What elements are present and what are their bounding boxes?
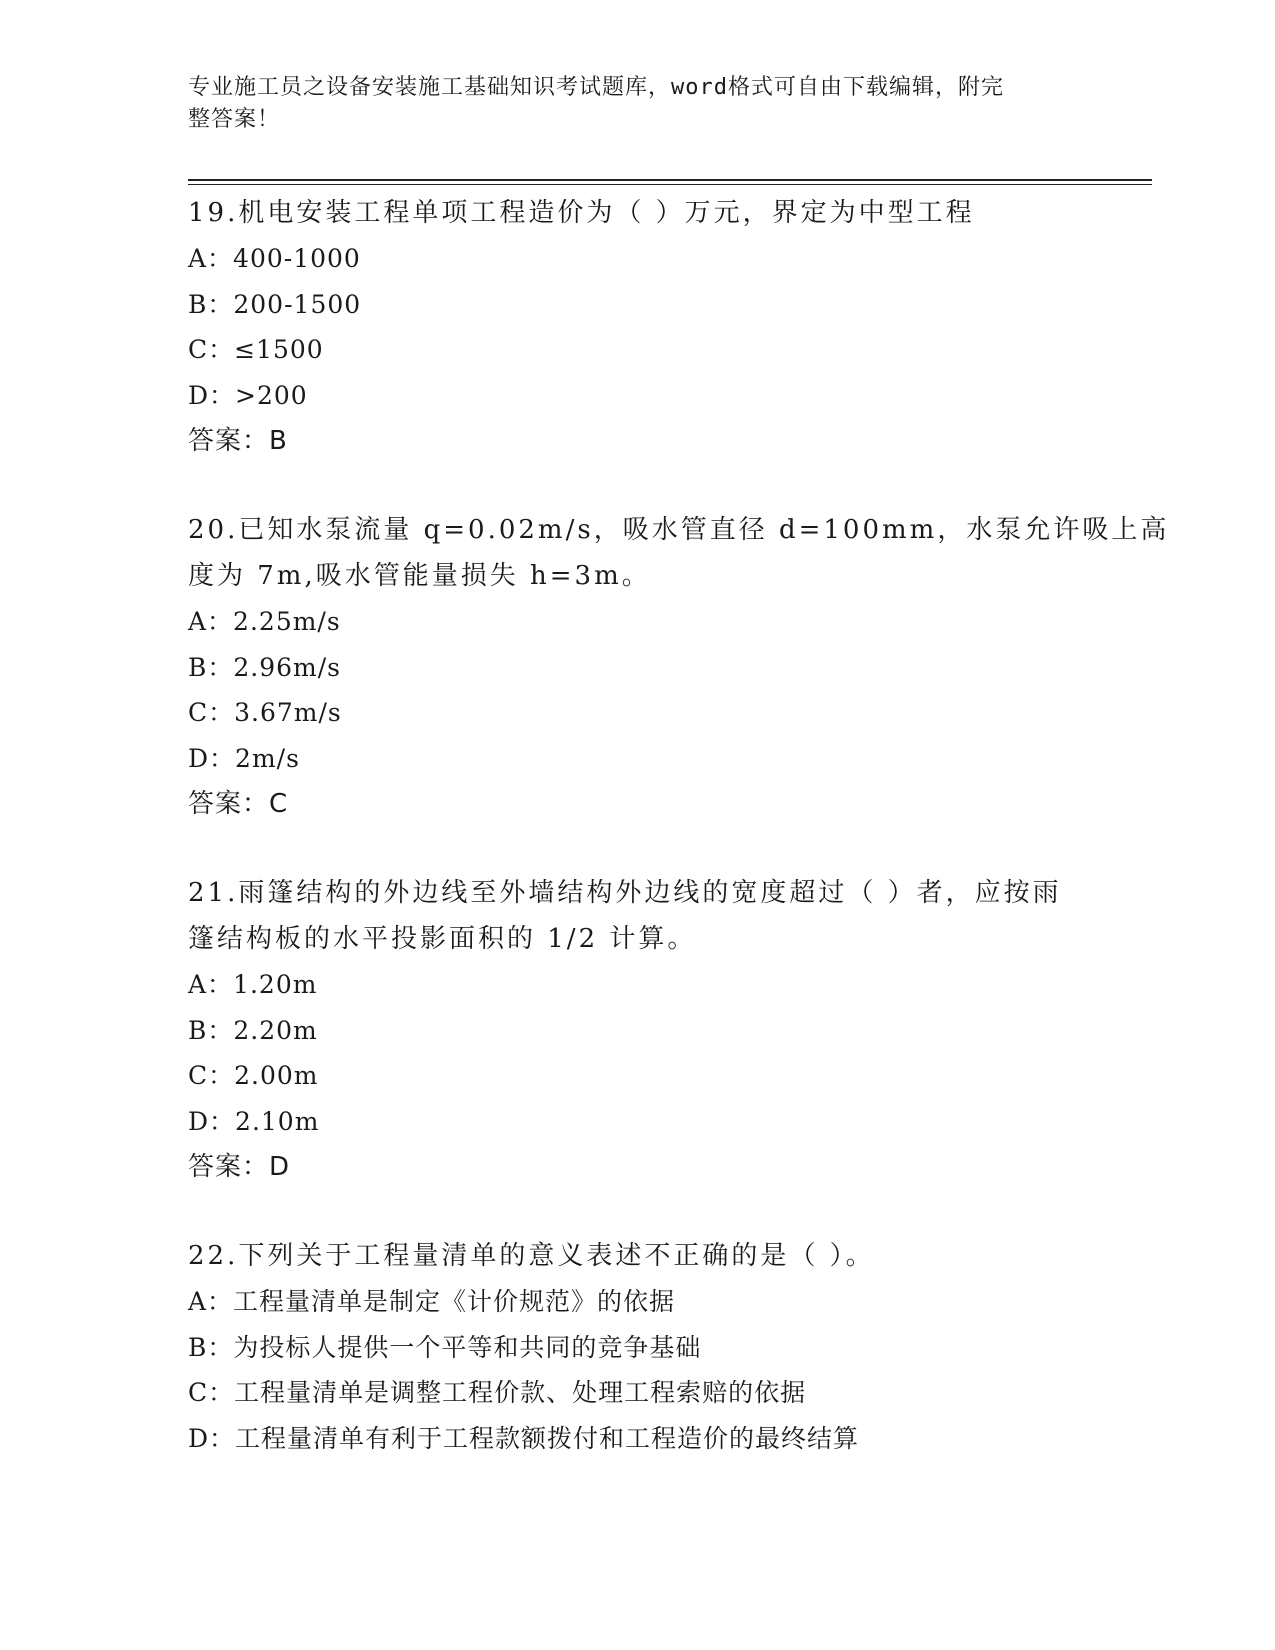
spacer (188, 464, 1088, 507)
option-d: D：工程量清单有利于工程款额拨付和工程造价的最终结算 (188, 1423, 860, 1453)
question-stem: 22.下列关于工程量清单的意义表述不正确的是（ ）。 (188, 1241, 875, 1271)
option-c: C：2.00m (188, 1061, 319, 1090)
option-b: B：200-1500 (188, 289, 362, 319)
question-21 (188, 870, 1088, 1190)
question-stem-line-2: 篷结构板的水平投影面积的 1/2 计算。 (188, 924, 697, 954)
spacer (188, 1190, 1088, 1233)
question-list (188, 190, 1170, 1461)
option-b: B：2.96m/s (188, 652, 341, 682)
header-line-2: 整答案！ (188, 107, 281, 132)
question-stem-line-1: 21.雨篷结构的外边线至外墙结构外边线的宽度超过（ ）者，应按雨 (188, 878, 1062, 908)
option-d: D：2m/s (188, 743, 300, 773)
document-header (188, 72, 1068, 136)
question-19 (188, 190, 1088, 464)
question-stem-line-1: 20.已知水泵流量 q=0.02m/s，吸水管直径 d=100mm，水泵允许吸上高 (188, 515, 1170, 545)
answer-label: 答案：D (188, 1152, 291, 1182)
option-a: A：1.20m (188, 970, 318, 999)
answer-label: 答案：C (188, 789, 289, 819)
option-a: A：工程量清单是制定《计价规范》的依据 (188, 1287, 676, 1316)
header-divider-thin (188, 184, 1152, 185)
option-c: C：工程量清单是调整工程价款、处理工程索赔的依据 (188, 1378, 807, 1407)
option-a: A：400-1000 (188, 244, 361, 273)
option-c: C：3.67m/s (188, 698, 342, 727)
question-20 (188, 507, 1170, 827)
header-divider-thick (188, 179, 1152, 181)
answer-label: 答案：B (188, 426, 288, 456)
option-c: C：≤1500 (188, 335, 324, 364)
header-line-1: 专业施工员之设备安装施工基础知识考试题库，word格式可自由下载编辑，附完 (188, 75, 1004, 100)
option-d: D：2.10m (188, 1106, 320, 1136)
option-d: D：>200 (188, 380, 308, 410)
question-22 (188, 1233, 1088, 1461)
spacer (188, 827, 1088, 870)
option-b: B：为投标人提供一个平等和共同的竞争基础 (188, 1332, 702, 1362)
option-a: A：2.25m/s (188, 607, 341, 636)
option-b: B：2.20m (188, 1015, 318, 1045)
question-stem-line-2: 度为 7m,吸水管能量损失 h=3m。 (188, 561, 651, 591)
question-stem: 19.机电安装工程单项工程造价为（ ）万元，界定为中型工程 (188, 198, 975, 228)
